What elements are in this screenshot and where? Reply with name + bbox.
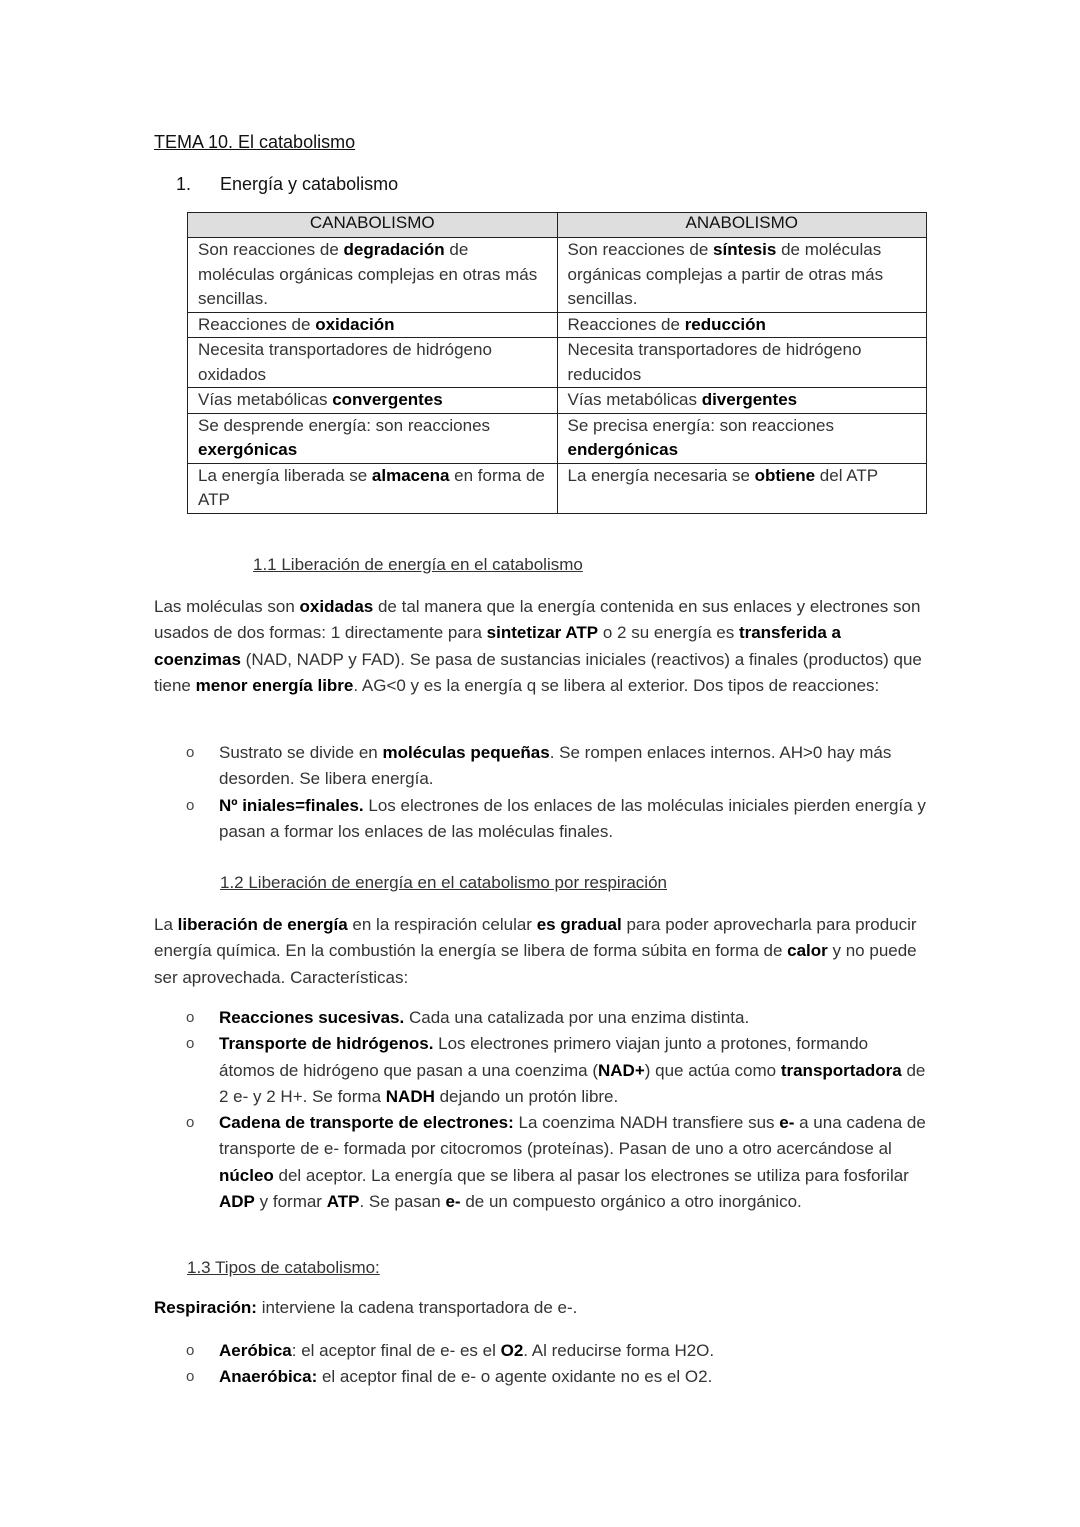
text: . Al reducirse forma H2O.: [523, 1341, 715, 1360]
bullet-list: [186, 740, 926, 845]
bold-text: Reacciones sucesivas.: [219, 1008, 405, 1027]
text: o 2 su energía es: [598, 623, 739, 643]
cell-bold: síntesis: [713, 240, 777, 259]
subsection-heading-1-2: 1.2 Liberación de energía en el catabolismo por respiración: [220, 873, 667, 892]
table-cell: [557, 312, 927, 338]
bold-text: es gradual: [536, 915, 622, 934]
bold-text: e-: [779, 1113, 795, 1133]
list-item: [186, 1031, 926, 1110]
cell-text: Son reacciones de: [567, 240, 714, 259]
table-cell: [188, 238, 558, 313]
comparison-table: [187, 212, 927, 514]
cell-text: en forma de ATP: [198, 465, 545, 509]
bullet-marker: o: [186, 1009, 195, 1026]
cell-text: La energía liberada se: [198, 465, 372, 485]
bold-text: O2: [500, 1341, 524, 1360]
text: el aceptor final de e- o agente oxidante no es el O2.: [317, 1367, 713, 1387]
paragraph: [154, 912, 924, 991]
text: Los electrones de los enlaces de las moléculas iniciales pierden energía y pasan a formar los enlaces de las moléculas finales.: [219, 795, 926, 841]
text: de un compuesto orgánico a otro inorgánico.: [460, 1192, 802, 1212]
cell-text: Necesita transportadores de hidrógeno oxidados: [198, 340, 492, 384]
bold-text: sintetizar ATP: [486, 623, 599, 643]
bold-text: Nº iniales=finales.: [219, 795, 364, 815]
table-cell: [188, 463, 558, 513]
table-row: [188, 312, 927, 338]
table-cell: [188, 388, 558, 414]
header-catabolismo: CANABOLISMO: [188, 213, 558, 238]
bold-text: menor energía libre: [195, 675, 354, 695]
text: de 2 e- y 2 H+. Se forma: [219, 1060, 926, 1106]
cell-text: de moléculas orgánicas complejas a partir de otras más sencillas.: [567, 240, 884, 308]
table-row: [188, 338, 927, 388]
paragraph: [154, 594, 924, 699]
bold-text: transferida a coenzimas: [154, 623, 841, 669]
bullet-marker: o: [186, 1114, 195, 1132]
text: : el aceptor final de e- es el: [291, 1341, 501, 1360]
text: para poder aprovecharla para producir energía química. En la combustión la energía se libera de forma súbita en forma de: [154, 915, 917, 961]
table-cell: [557, 388, 927, 414]
section-number: 1.: [176, 174, 192, 194]
section-heading: [176, 174, 398, 195]
text: Sustrato se divide en: [219, 743, 383, 762]
bold-text: oxidadas: [299, 597, 374, 616]
bold-text: Aeróbica: [219, 1341, 292, 1360]
bold-text: ATP: [326, 1192, 360, 1212]
table-cell: [188, 413, 558, 463]
text: del aceptor. La energía que se libera al pasar los electrones se utiliza para fosforilar: [273, 1165, 909, 1185]
list-item: [186, 793, 926, 846]
cell-text: Reacciones de: [198, 314, 316, 334]
cell-text: Se precisa energía: son reacciones: [567, 415, 834, 435]
text: y no puede ser aprovechada. Características:: [154, 941, 917, 987]
bold-text: Respiración:: [154, 1298, 257, 1317]
cell-bold: divergentes: [701, 390, 798, 409]
cell-text: de moléculas orgánicas complejas en otras más sencillas.: [198, 240, 538, 308]
cell-bold: exergónicas: [198, 440, 298, 459]
bullet-marker: o: [186, 1035, 195, 1053]
cell-bold: endergónicas: [567, 440, 679, 459]
list-item: [186, 1110, 926, 1215]
cell-bold: reducción: [684, 314, 766, 334]
text: La coenzima NADH transfiere sus: [513, 1113, 780, 1133]
bold-text: NAD+: [597, 1060, 645, 1080]
bold-text: transportadora: [780, 1060, 902, 1080]
bold-text: calor: [787, 941, 828, 961]
cell-text: La energía necesaria se: [567, 465, 755, 485]
table-cell: [188, 312, 558, 338]
bold-text: NADH: [385, 1086, 435, 1106]
page-title: TEMA 10. El catabolismo: [154, 132, 356, 152]
table-cell: [557, 238, 927, 313]
bold-text: ADP: [219, 1192, 255, 1212]
table-row: [188, 388, 927, 414]
text: ) que actúa como: [644, 1060, 781, 1080]
text: interviene la cadena transportadora de e-.: [256, 1298, 578, 1317]
text: de tal manera que la energía contenida en sus enlaces y electrones son usados de dos formas: 1 directamente para: [154, 597, 921, 643]
cell-text: Se desprende energía: son reacciones: [198, 415, 491, 435]
text: Las moléculas son: [154, 597, 300, 616]
cell-text: Vías metabólicas: [198, 390, 333, 409]
bold-text: Cadena de transporte de electrones:: [219, 1113, 514, 1133]
text: . Se rompen enlaces internos. AH>0 hay más desorden. Se libera energía.: [219, 743, 892, 789]
text: . Se pasan: [359, 1192, 446, 1212]
bullet-list: [186, 1338, 926, 1391]
subsection-heading-1-1: 1.1 Liberación de energía en el catabolismo: [253, 555, 583, 574]
text: . AG<0 y es la energía q se libera al exterior. Dos tipos de reacciones:: [353, 675, 880, 695]
bullet-marker: o: [186, 1342, 195, 1359]
bold-text: núcleo: [219, 1165, 274, 1185]
bold-text: Transporte de hidrógenos.: [219, 1034, 434, 1054]
cell-bold: almacena: [371, 465, 450, 485]
respiracion-line: [154, 1298, 577, 1318]
cell-bold: obtiene: [754, 465, 816, 485]
text: (NAD, NADP y FAD). Se pasa de sustancias iniciales (reactivos) a finales (productos) que tiene: [154, 649, 922, 695]
list-item: [186, 1005, 926, 1031]
bold-text: Anaeróbica:: [219, 1367, 318, 1387]
table-cell: [557, 463, 927, 513]
text: y formar: [254, 1192, 327, 1212]
table-cell: [188, 338, 558, 388]
text: Cada una catalizada por una enzima distinta.: [404, 1008, 750, 1027]
text: dejando un protón libre.: [434, 1086, 619, 1106]
table-row: [188, 238, 927, 313]
cell-bold: convergentes: [332, 390, 443, 409]
list-item: [186, 1338, 926, 1364]
bullet-marker: o: [186, 1368, 195, 1386]
cell-text: del ATP: [815, 465, 879, 485]
section-label: Energía y catabolismo: [220, 174, 399, 194]
bold-text: liberación de energía: [177, 915, 348, 934]
subsection-heading-1-3: 1.3 Tipos de catabolismo:: [187, 1258, 380, 1277]
table-row: [188, 413, 927, 463]
cell-text: Vías metabólicas: [567, 390, 702, 409]
bold-text: moléculas pequeñas: [382, 743, 550, 762]
list-item: [186, 1364, 926, 1390]
text: a una cadena de transporte de e- formada por citocromos (proteínas). Pasan de uno a otro acercándose al: [219, 1113, 926, 1159]
text: Los electrones primero viajan junto a protones, formando átomos de hidrógeno que pasan a una coenzima (: [219, 1034, 869, 1080]
bullet-marker: o: [186, 796, 195, 814]
cell-text: Son reacciones de: [198, 240, 344, 259]
cell-bold: degradación: [343, 240, 445, 259]
cell-bold: oxidación: [315, 314, 395, 334]
bullet-marker: o: [186, 744, 195, 761]
text: La: [154, 915, 178, 934]
header-anabolismo: ANABOLISMO: [557, 213, 927, 238]
cell-text: Necesita transportadores de hidrógeno reducidos: [567, 340, 862, 384]
table-header-row: [188, 213, 927, 238]
table-row: [188, 463, 927, 513]
table-cell: [557, 413, 927, 463]
bold-text: e-: [445, 1192, 461, 1212]
bullet-list: [186, 1005, 926, 1215]
list-item: [186, 740, 926, 793]
text: en la respiración celular: [347, 915, 537, 934]
table-cell: [557, 338, 927, 388]
cell-text: Reacciones de: [567, 314, 685, 334]
